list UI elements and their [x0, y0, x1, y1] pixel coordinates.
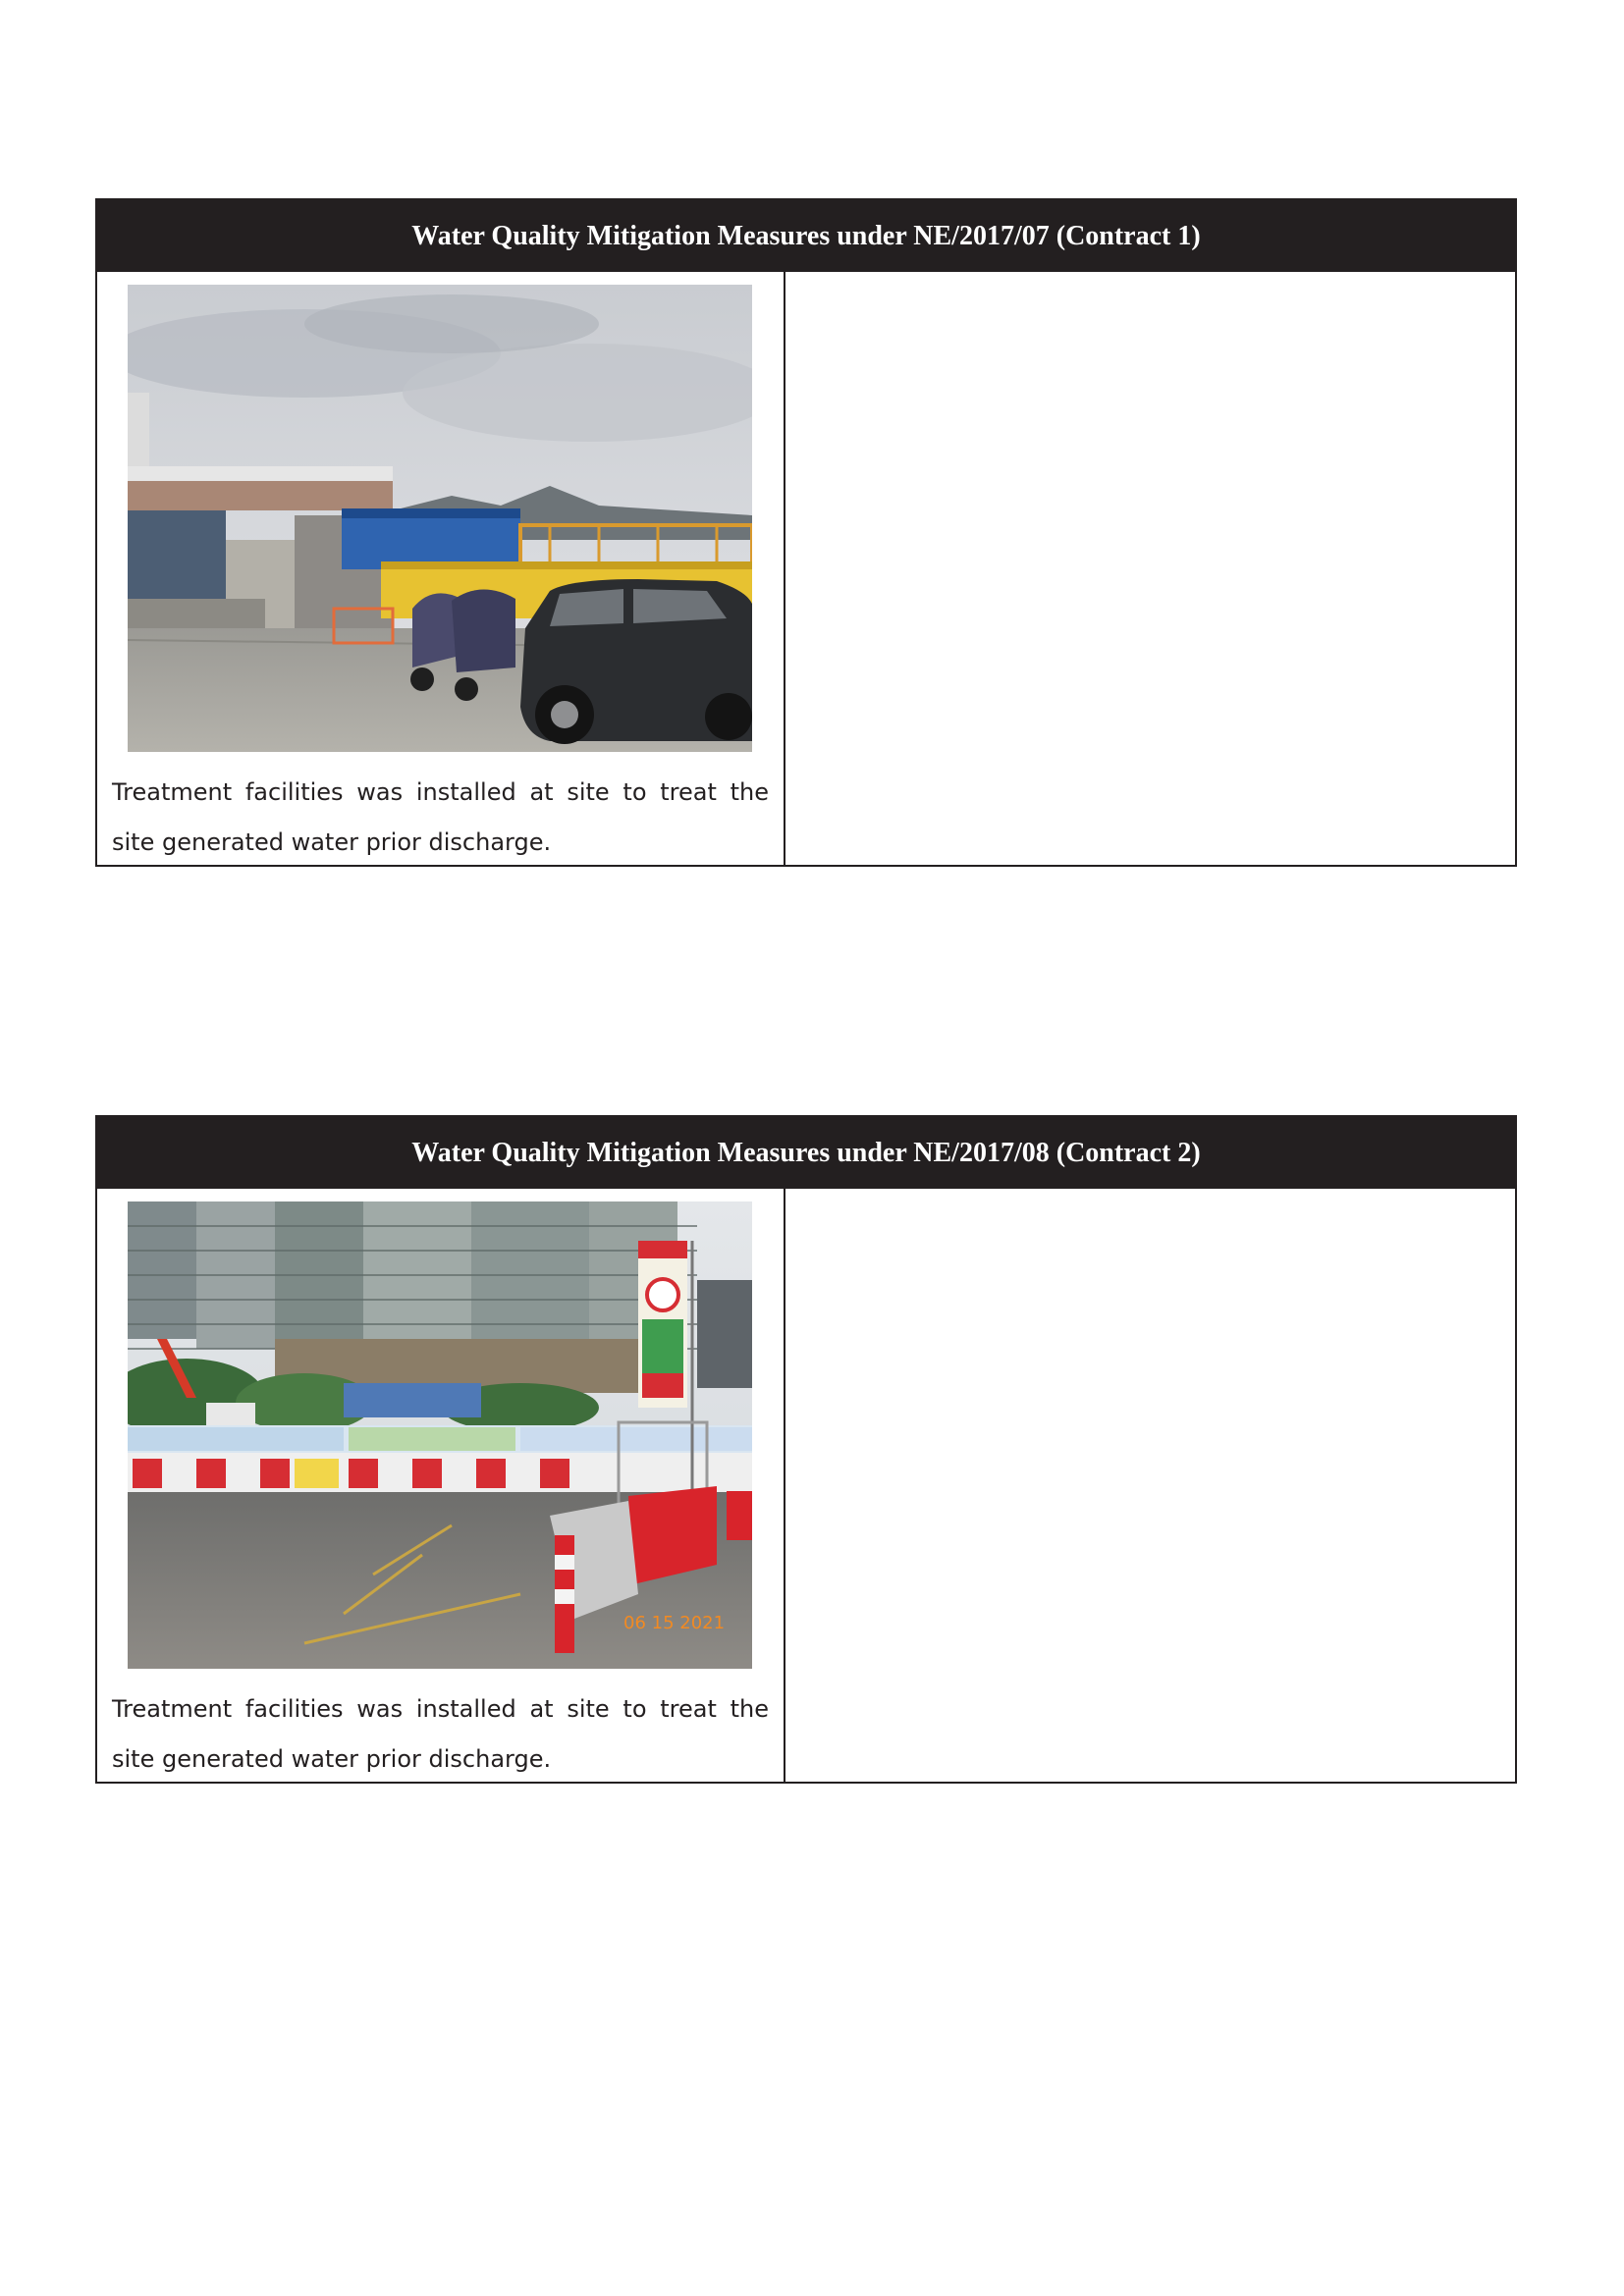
photo-caption: Treatment facilities was installed at site to treat the site generated water prior discharge.: [112, 1695, 769, 1773]
mitigation-table-contract-1: [95, 198, 1517, 867]
table-body: [97, 1189, 1515, 1782]
photo-cell: [97, 1189, 785, 1782]
site-photo-wheel-washing: [128, 1201, 752, 1669]
empty-cell: [785, 1189, 1515, 1782]
site-photo-treatment-facility: [128, 285, 752, 752]
photo-caption: Treatment facilities was installed at site to treat the site generated water prior discharge.: [112, 778, 769, 856]
table-header: Water Quality Mitigation Measures under NE/2017/07 (Contract 1): [97, 200, 1515, 272]
svg-text:06 15 2021: 06 15 2021: [623, 1613, 726, 1633]
mitigation-table-contract-2: [95, 1115, 1517, 1784]
table-header: Water Quality Mitigation Measures under NE/2017/08 (Contract 2): [97, 1117, 1515, 1189]
empty-cell: [785, 272, 1515, 865]
table-body: [97, 272, 1515, 865]
photo-cell: [97, 272, 785, 865]
